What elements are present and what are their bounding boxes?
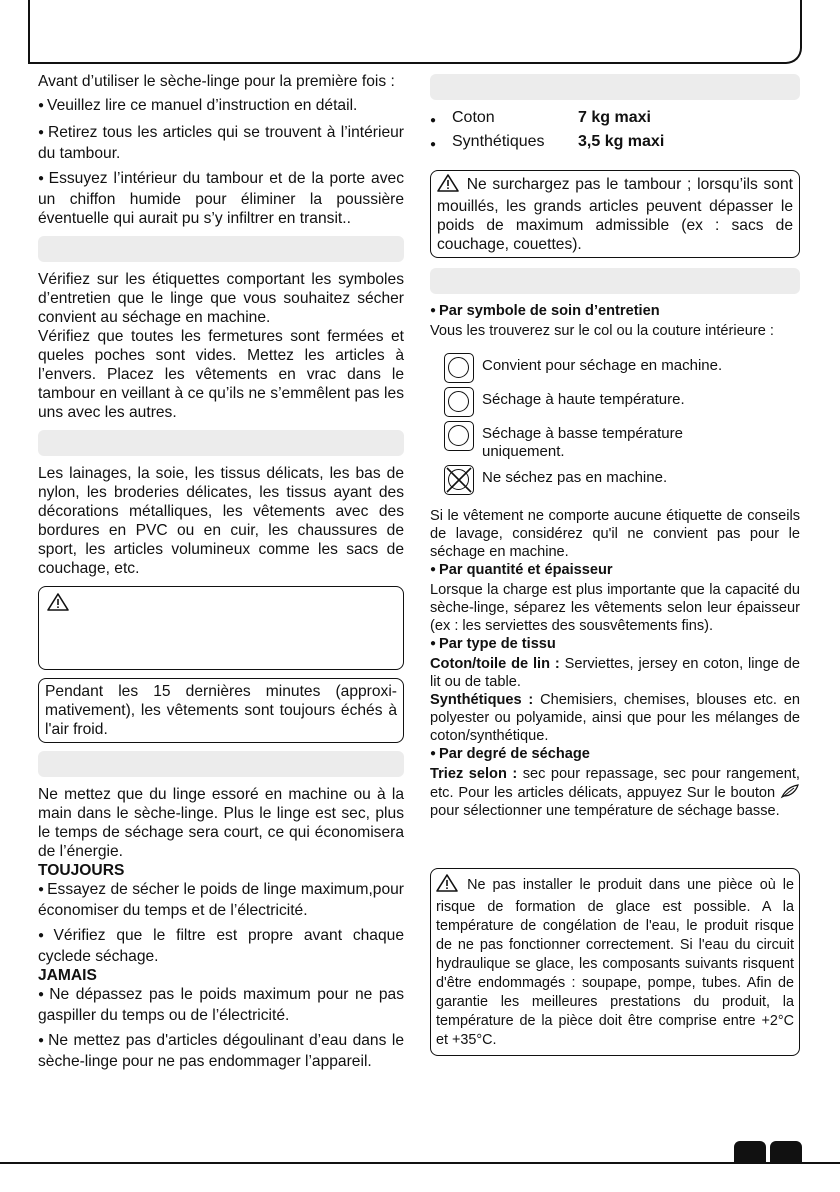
- intro-item: ● Veuillez lire ce manuel d’instruction en détail.: [38, 96, 404, 117]
- section-heading-bar: [38, 430, 404, 456]
- capacity-name: Coton: [452, 109, 495, 126]
- capacity-value: 7 kg maxi: [578, 109, 651, 126]
- overload-warning-box: [430, 170, 800, 258]
- section-heading-bar: [38, 751, 404, 777]
- header-frame: [28, 0, 802, 64]
- frost-warning-box: [430, 868, 800, 1056]
- no-label-paragraph: Si le vêtement ne comporte aucune étiquette de conseils de lavage, considérez qu'il ne convient pas pour le séchage en machine.: [430, 508, 800, 560]
- never-item: ● Ne dépassez pas le poids maximum pour ne pas gaspiller du temps ou de l’électricité.: [38, 985, 404, 1025]
- cotton-paragraph: [430, 655, 800, 691]
- intro-item: ● Retirez tous les articles qui se trouvent à l’intérieur du tambour.: [38, 123, 404, 163]
- tumble-dry-high-icon: [444, 387, 474, 417]
- right-column: [430, 74, 800, 1056]
- dryness-paragraph: [430, 765, 800, 820]
- warning-icon: [47, 593, 69, 616]
- dryness-title: ● Par degré de séchage: [430, 745, 800, 765]
- cotton-label: Coton/toile de lin :: [430, 656, 560, 672]
- section-heading-bar: [430, 74, 800, 100]
- care-symbol-row: [430, 387, 800, 421]
- never-item: ● Ne mettez pas d'articles dégoulinant d’eau dans le sèche-linge pour ne pas endommager l’appareil.: [38, 1031, 404, 1071]
- warning-icon: [437, 174, 459, 197]
- care-symbol-text: Ne séchez pas en machine.: [482, 469, 668, 486]
- care-title: ● Par symbole de soin d’entretien: [430, 302, 800, 322]
- synthetic-text: Chemisiers, chemises, blouses etc. en polyester ou polyamide, ainsi que pour les mélanges de coton/synthétique.: [430, 692, 801, 744]
- capacity-value: 3,5 kg maxi: [578, 133, 665, 150]
- overload-warning-text: Ne surchargez pas le tambour ; lorsqu’ils sont mouillés, les grands articles peuvent dépasser le poids de maximum admissible (ex : sacs de couchage, couettes).: [437, 176, 793, 253]
- capacity-row: ● Synthétiques 3,5 kg maxi: [430, 133, 665, 150]
- cool-down-note: Pendant les 15 dernières minutes (approxi-mativement), les vêtements sont toujours échés à l'air froid.: [38, 678, 404, 743]
- sort-label: Triez selon :: [430, 766, 518, 782]
- capacity-row: ● Coton 7 kg maxi: [430, 109, 651, 126]
- tips-paragraph: Ne mettez que du linge essoré en machine ou à la main dans le sèche-linge. Plus le linge est sec, plus le temps de séchage sera court, ce qui économisera de l’énergie.: [38, 786, 404, 860]
- labels-paragraph: Vérifiez sur les étiquettes comportant les symboles d’entretien que le linge que vous souhaitez sécher convient au séchage en machine.: [38, 271, 404, 326]
- quantity-paragraph: Lorsque la charge est plus importante que la capacité du sèche-linge, séparez les vêtements selon leur épaisseur (ex : les serviettes des sousvêtements fins).: [430, 582, 800, 634]
- page-tab: [770, 1141, 802, 1163]
- sort-text: sec pour repassage, sec pour rangement, etc. Pour les articles délicats, appuyez Sur le bouton: [430, 766, 800, 801]
- care-symbol-row: [430, 465, 800, 499]
- quantity-title: ● Par quantité et épaisseur: [430, 561, 800, 581]
- warning-icon: [436, 874, 458, 898]
- tumble-dry-icon: [444, 353, 474, 383]
- tumble-dry-low-icon: [444, 421, 474, 451]
- warning-box: [38, 586, 404, 670]
- section-heading-bar: [430, 268, 800, 294]
- exclude-paragraph: Les lainages, la soie, les tissus délicats, les bas de nylon, les broderies délicates, les tissus ayant des décorations métalliques, les vêtements avec des bordures en PVC ou en cuir, les chaussures de sport, les articles volumineux comme les sacs de couchage, etc.: [38, 465, 404, 577]
- footer-line: [0, 1162, 840, 1164]
- section-heading-bar: [38, 236, 404, 262]
- care-symbol-row: [430, 421, 800, 465]
- capacity-list: [430, 108, 800, 156]
- care-symbol-text: Convient pour séchage en machine.: [482, 357, 723, 374]
- page-tab: [734, 1141, 766, 1163]
- never-title: JAMAIS: [38, 967, 97, 984]
- sort-text: pour sélectionner une température de séchage basse.: [430, 803, 780, 819]
- fabric-title: ● Par type de tissu: [430, 635, 800, 655]
- care-symbol-text: Séchage à basse température uniquement.: [482, 425, 683, 460]
- labels-paragraph: Vérifiez que toutes les fermetures sont fermées et queles poches sont vides. Mettez les articles à l’envers. Placez les vêtements en vrac dans le tambour en veillant à ce qu’ils ne s’emmêlent pas les uns avec les autres.: [38, 328, 404, 421]
- always-item: ● Vérifiez que le filtre est propre avant chaque cyclede séchage.: [38, 926, 404, 966]
- cotton-text: Serviettes, jersey en coton, linge de lit ou de table.: [430, 656, 800, 690]
- synthetic-label: Synthétiques :: [430, 692, 534, 708]
- delicate-leaf-icon: [780, 785, 800, 801]
- always-item: ● Essayez de sécher le poids de linge maximum,pour économiser du temps et de l’électricité.: [38, 880, 404, 920]
- care-intro: Vous les trouverez sur le col ou la couture intérieure :: [430, 323, 774, 339]
- do-not-tumble-dry-icon: [444, 465, 474, 495]
- always-title: TOUJOURS: [38, 862, 125, 879]
- intro-item: ● Essuyez l’intérieur du tambour et de la porte avec un chiffon humide pour éliminer la poussière éventuelle qui aurait pu s’y infiltrer en transit..: [38, 169, 404, 228]
- care-symbol-text: Séchage à haute température.: [482, 391, 685, 408]
- capacity-name: Synthétiques: [452, 133, 545, 150]
- left-column: [38, 72, 404, 1071]
- synthetic-paragraph: [430, 691, 800, 745]
- care-symbol-row: [430, 353, 800, 387]
- intro-text: Avant d’utiliser le sèche-linge pour la première fois :: [38, 73, 395, 90]
- care-symbol-list: [430, 353, 800, 499]
- frost-warning-text: Ne pas installer le produit dans une pièce où le risque de formation de glace est possible. A la température de congélation de l'eau, le produit risque de ne pas fonctionner correctement. Si l'eau du circuit hydraulique se glace, les composants suivants risquent d'être endommagés : soupape, pompe, tubes. Afin de garantie les meilleures prestations du produit, la température de la pièce doit être comprise entre +2°C et +35°C.: [436, 877, 794, 1048]
